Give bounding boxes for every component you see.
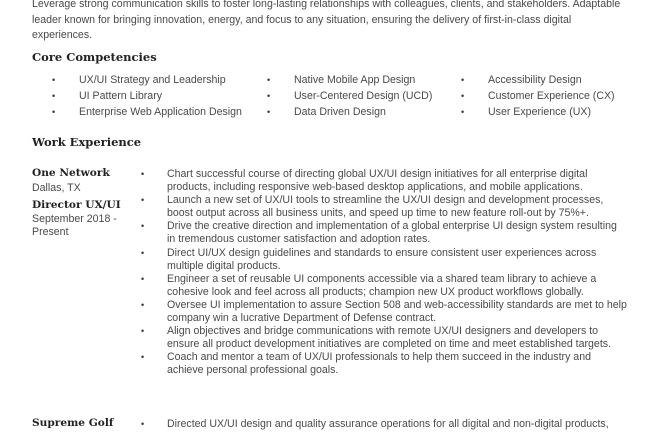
bullet-icon: •	[461, 75, 465, 85]
core-competencies-heading: Core Competencies	[32, 50, 157, 64]
bullet-icon: •	[141, 273, 145, 284]
list-item: • Engineer a set of reusable UI components accessible via a shared team library to achieve a cohesive look and feel across all products; champion new UX product workflows globally.	[141, 272, 597, 298]
bullet-icon: •	[461, 107, 465, 117]
summary-line: leader known for bringing innovation, energy, and focus to any situation, ensuring the delivery of first-in-class digital experiences.	[32, 13, 572, 41]
list-item: • Align objectives and bridge communications with remote UX/UI designers and developers to ensure all product development initiatives are completed on time and meet established targets.	[141, 325, 612, 351]
list-item: • Launch a new set of UX/UI tools to streamline the UX/UI design and development processes, boost output across all business units, and speed up time to new feature roll-out by 75%+.	[141, 194, 604, 220]
bullet-icon: •	[141, 300, 145, 311]
list-item: • Chart successful course of directing global UX/UI design initiatives for all enterprise digital products, including responsive web-based desktop applications, and mobile applications.	[141, 168, 588, 193]
job-title: Director UX/UI	[32, 199, 121, 211]
company-name: One Network	[32, 167, 110, 179]
job-dates: September 2018 - Present	[32, 213, 117, 238]
bullet-icon: •	[267, 107, 271, 117]
bullet-icon: •	[141, 419, 145, 429]
list-item: • Drive the creative direction and implementation of a global enterprise UI design system resulting in tremendous customer satisfaction and adoption rates.	[141, 220, 617, 246]
company-name: Supreme Golf	[32, 417, 114, 429]
bullet-icon: •	[267, 91, 271, 101]
competency-item: • Customer Experience (CX)	[461, 90, 615, 102]
competency-item: • Enterprise Web Application Design	[52, 106, 242, 118]
competency-column-3	[461, 72, 615, 120]
bullet-icon: •	[267, 75, 271, 85]
competency-item: • UI Pattern Library	[52, 90, 163, 102]
competency-column-2	[267, 72, 433, 120]
job-location: Dallas, TX	[32, 182, 81, 194]
work-experience-heading: Work Experience	[32, 135, 142, 149]
job-1-meta	[32, 166, 132, 239]
competency-item: • Accessibility Design	[461, 74, 582, 86]
competency-item: • User-Centered Design (UCD)	[267, 90, 433, 102]
competency-item: • Native Mobile App Design	[267, 74, 416, 86]
competency-column-1	[52, 72, 242, 120]
competency-item: • Data Driven Design	[267, 106, 386, 118]
bullet-icon: •	[141, 195, 145, 206]
bullet-icon: •	[52, 91, 56, 101]
bullet-icon: •	[52, 75, 56, 85]
competency-item: • UX/UI Strategy and Leadership	[52, 74, 226, 86]
bullet-icon: •	[141, 221, 145, 232]
summary-line: Leverage strong communication skills to foster long-lasting relationships with colleagues, clients, and stakeholders. Adaptable	[32, 0, 621, 10]
bullet-icon: •	[141, 352, 145, 363]
list-item: • Direct UI/UX design guidelines and standards to ensure consistent user experiences across multiple digital products.	[141, 246, 597, 272]
list-item: • Oversee UI implementation to assure Section 508 and web-accessibility standards are met to help company win a lucrative Department of Defense contract.	[141, 299, 627, 324]
job-2-meta	[32, 416, 132, 431]
bullet-icon: •	[461, 91, 465, 101]
list-item: • Directed UX/UI design and quality assurance operations for all digital and non-digital products,	[141, 418, 609, 430]
summary-paragraph	[32, 0, 632, 44]
competency-item: • User Experience (UX)	[461, 106, 592, 118]
job-1-bullets	[141, 168, 627, 378]
bullet-icon: •	[141, 169, 145, 179]
job-2-bullets	[141, 418, 627, 431]
bullet-icon: •	[52, 107, 56, 117]
bullet-icon: •	[141, 247, 145, 258]
list-item: • Coach and mentor a team of UX/UI professionals to help them succeed in the industry and achieve personal professional goals.	[141, 351, 591, 377]
bullet-icon: •	[141, 326, 145, 337]
